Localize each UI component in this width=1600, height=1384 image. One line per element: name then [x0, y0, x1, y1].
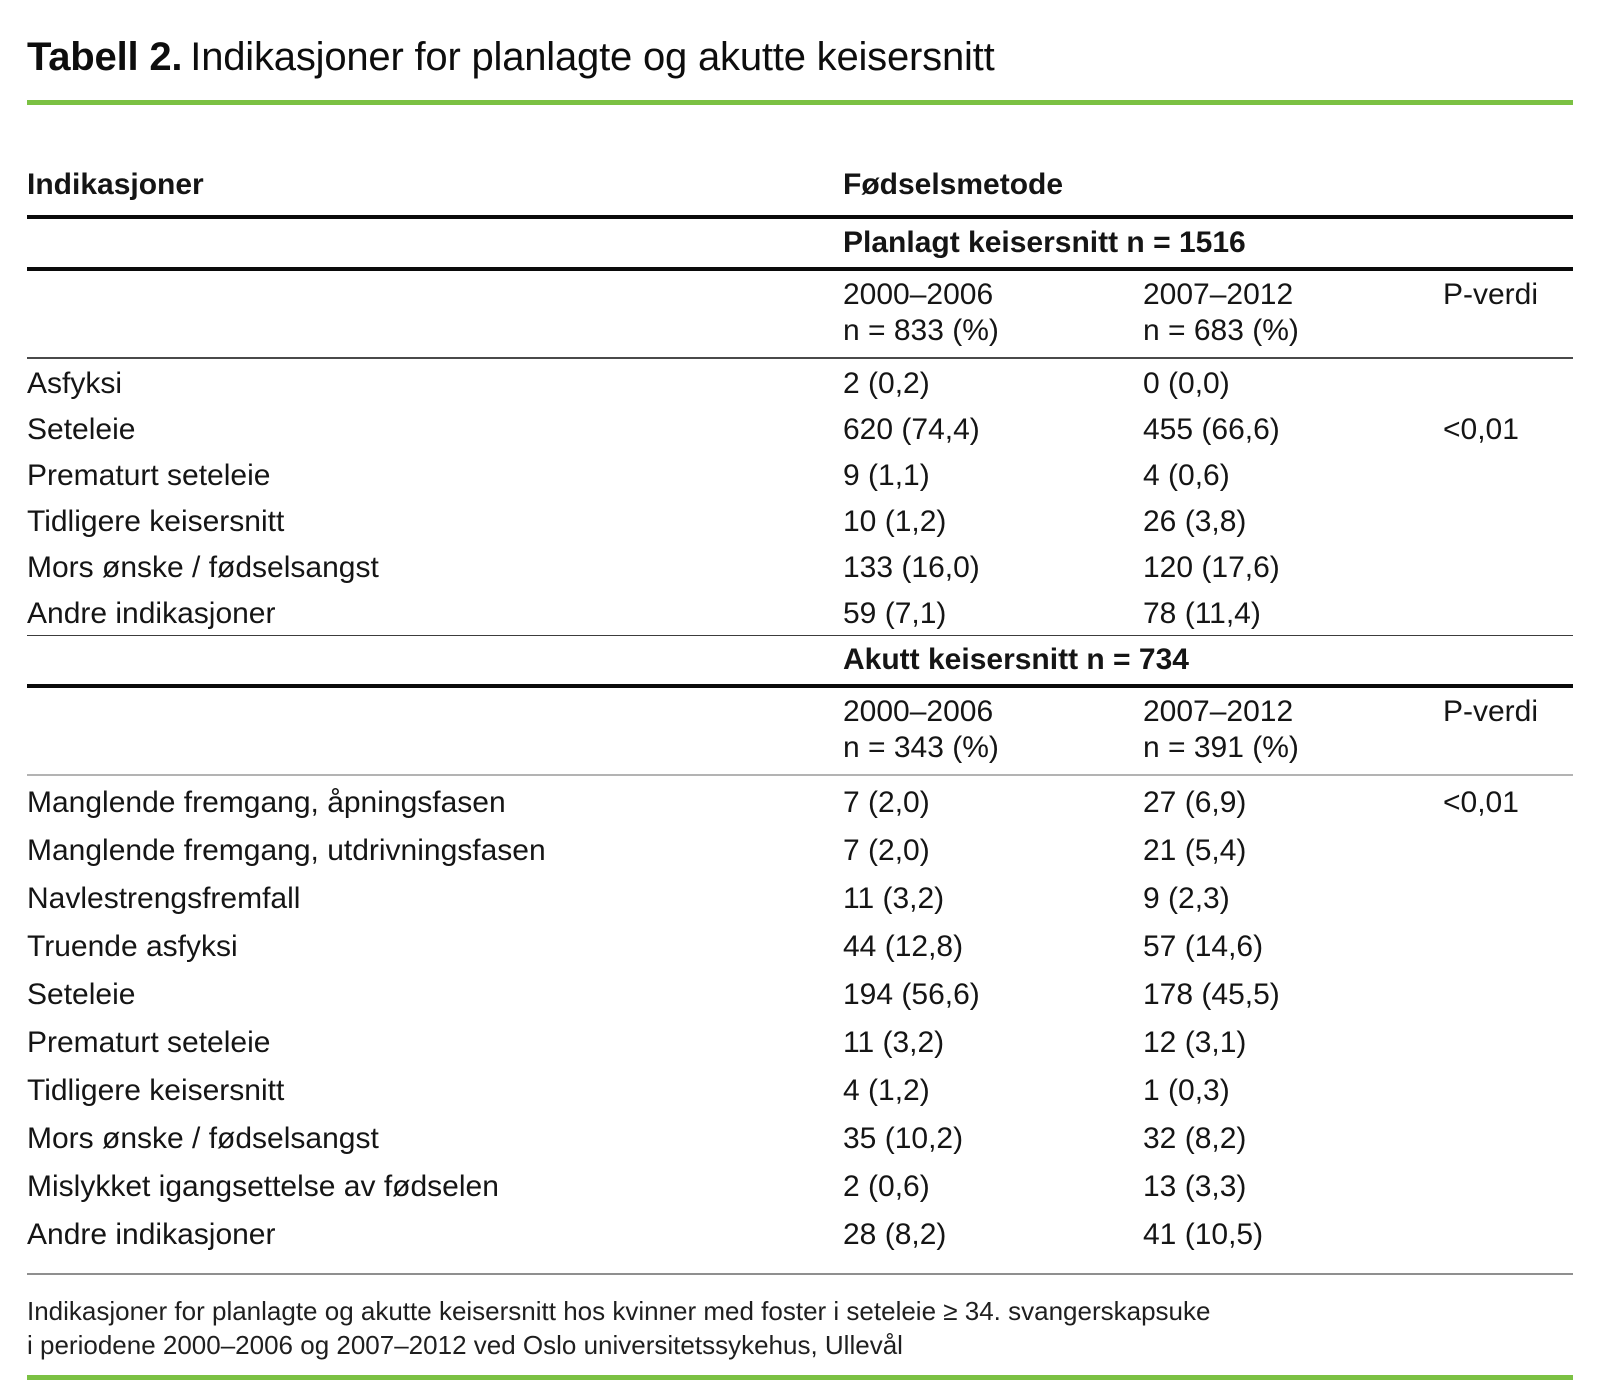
value-2000-2006: 2 (0,6) [843, 1170, 930, 1203]
period-column-header [843, 694, 1143, 766]
value-2007-2012: 41 (10,5) [1143, 1218, 1264, 1251]
row-label: Mislykket igangsettelse av fødselen [27, 1170, 499, 1203]
value-2007-2012: 4 (0,6) [1143, 459, 1230, 492]
p-value: <0,01 [1443, 413, 1519, 446]
value-2007-2012: 13 (3,3) [1143, 1170, 1247, 1203]
period-n: n = 683 (%) [1143, 314, 1299, 347]
table-row [27, 497, 1573, 543]
table-row [27, 824, 1573, 872]
subheader-planlagt [27, 271, 1573, 359]
period-range: 2000–2006 [843, 695, 994, 728]
table-row [27, 920, 1573, 968]
table-row [27, 359, 1573, 405]
row-label: Prematurt seteleie [27, 459, 271, 492]
row-label: Seteleie [27, 413, 136, 446]
value-2007-2012: 178 (45,5) [1143, 978, 1280, 1011]
table-footnote [27, 1275, 1573, 1362]
value-2007-2012: 12 (3,1) [1143, 1026, 1247, 1059]
p-verdi-header: P-verdi [1443, 695, 1539, 728]
p-value [1443, 597, 1573, 635]
p-value [1443, 834, 1573, 872]
value-2007-2012: 1 (0,3) [1143, 1074, 1230, 1107]
row-label: Tidligere keisersnitt [27, 1074, 285, 1107]
value-2007-2012: 57 (14,6) [1143, 930, 1264, 963]
p-value [1443, 1218, 1573, 1256]
subheader-akutt [27, 688, 1573, 776]
value-2000-2006: 133 (16,0) [843, 551, 980, 584]
value-2000-2006: 11 (3,2) [843, 1026, 945, 1059]
row-label: Andre indikasjoner [27, 597, 276, 630]
value-2007-2012: 32 (8,2) [1143, 1122, 1247, 1155]
row-label: Mors ønske / fødselsangst [27, 551, 379, 584]
value-2000-2006: 194 (56,6) [843, 978, 980, 1011]
footnote-line-1: Indikasjoner for planlagte og akutte keisersnitt hos kvinner med foster i seteleie ≥ 34. svangerskapsuke [27, 1296, 1211, 1326]
table-row [27, 1112, 1573, 1160]
period-n: n = 343 (%) [843, 731, 999, 764]
p-value [1443, 505, 1573, 543]
table-row [27, 451, 1573, 497]
table-row [27, 1160, 1573, 1208]
row-label: Mors ønske / fødselsangst [27, 1122, 379, 1155]
value-2007-2012: 455 (66,6) [1143, 413, 1280, 446]
row-label: Prematurt seteleie [27, 1026, 271, 1059]
value-2000-2006: 59 (7,1) [843, 597, 947, 630]
value-2007-2012: 78 (11,4) [1143, 597, 1261, 630]
table-row [27, 1208, 1573, 1256]
period-column-header [1143, 694, 1443, 766]
p-value [1443, 978, 1573, 1016]
period-n: n = 833 (%) [843, 314, 999, 347]
row-label: Truende asfyksi [27, 930, 238, 963]
value-2000-2006: 620 (74,4) [843, 413, 980, 446]
p-value [1443, 1026, 1573, 1064]
p-value [1443, 882, 1573, 920]
section-band-label: Planlagt keisersnitt n = 1516 [843, 226, 1246, 259]
row-label: Manglende fremgang, åpningsfasen [27, 786, 506, 819]
value-2000-2006: 35 (10,2) [843, 1122, 964, 1155]
table-row [27, 968, 1573, 1016]
table-row [27, 543, 1573, 589]
p-verdi-header: P-verdi [1443, 278, 1539, 311]
rows-planlagt [27, 359, 1573, 636]
table-number: Tabell 2. [27, 35, 183, 79]
col-header-fodselsmetode: Fødselsmetode [843, 168, 1064, 201]
row-label: Andre indikasjoner [27, 1218, 276, 1251]
p-value [1443, 367, 1573, 405]
table-row [27, 776, 1573, 824]
row-label: Asfyksi [27, 367, 123, 400]
p-value [1443, 459, 1573, 497]
value-2007-2012: 9 (2,3) [1143, 882, 1230, 915]
value-2000-2006: 2 (0,2) [843, 367, 930, 400]
table-title-text: Indikasjoner for planlagte og akutte keisersnitt [190, 35, 995, 79]
value-2000-2006: 28 (8,2) [843, 1218, 947, 1251]
value-2000-2006: 11 (3,2) [843, 882, 945, 915]
p-value [1443, 1122, 1573, 1160]
period-column-header [843, 277, 1143, 349]
bottom-accent-rule [27, 1375, 1573, 1380]
section-band-label: Akutt keisersnitt n = 734 [843, 643, 1189, 676]
value-2007-2012: 27 (6,9) [1143, 786, 1247, 819]
table-row [27, 1016, 1573, 1064]
p-value [1443, 930, 1573, 968]
page-title [27, 0, 1573, 80]
table-row [27, 405, 1573, 451]
section-band-planlagt [27, 219, 1573, 271]
rows-akutt [27, 776, 1573, 1275]
row-label: Tidligere keisersnitt [27, 505, 285, 538]
value-2007-2012: 21 (5,4) [1143, 834, 1247, 867]
period-n: n = 391 (%) [1143, 731, 1299, 764]
value-2000-2006: 7 (2,0) [843, 786, 930, 819]
table-row [27, 872, 1573, 920]
col-header-indikasjoner: Indikasjoner [27, 168, 204, 201]
column-header-row [27, 105, 1573, 219]
section-band-akutt [27, 636, 1573, 688]
period-range: 2000–2006 [843, 278, 994, 311]
value-2007-2012: 26 (3,8) [1143, 505, 1247, 538]
row-label: Manglende fremgang, utdrivningsfasen [27, 834, 546, 867]
table-row [27, 589, 1573, 635]
value-2000-2006: 44 (12,8) [843, 930, 964, 963]
value-2000-2006: 7 (2,0) [843, 834, 930, 867]
period-range: 2007–2012 [1143, 695, 1294, 728]
value-2000-2006: 9 (1,1) [843, 459, 930, 492]
value-2007-2012: 0 (0,0) [1143, 367, 1230, 400]
period-column-header [1143, 277, 1443, 349]
value-2000-2006: 4 (1,2) [843, 1074, 930, 1107]
table-row [27, 1064, 1573, 1112]
footnote-line-2: i periodene 2000–2006 og 2007–2012 ved Oslo universitetssykehus, Ullevål [27, 1330, 903, 1360]
value-2007-2012: 120 (17,6) [1143, 551, 1280, 584]
row-label: Navlestrengsfremfall [27, 882, 301, 915]
period-range: 2007–2012 [1143, 278, 1294, 311]
value-2000-2006: 10 (1,2) [843, 505, 947, 538]
p-value [1443, 1074, 1573, 1112]
p-value [1443, 551, 1573, 589]
p-value: <0,01 [1443, 786, 1519, 819]
p-value [1443, 1170, 1573, 1208]
row-label: Seteleie [27, 978, 136, 1011]
